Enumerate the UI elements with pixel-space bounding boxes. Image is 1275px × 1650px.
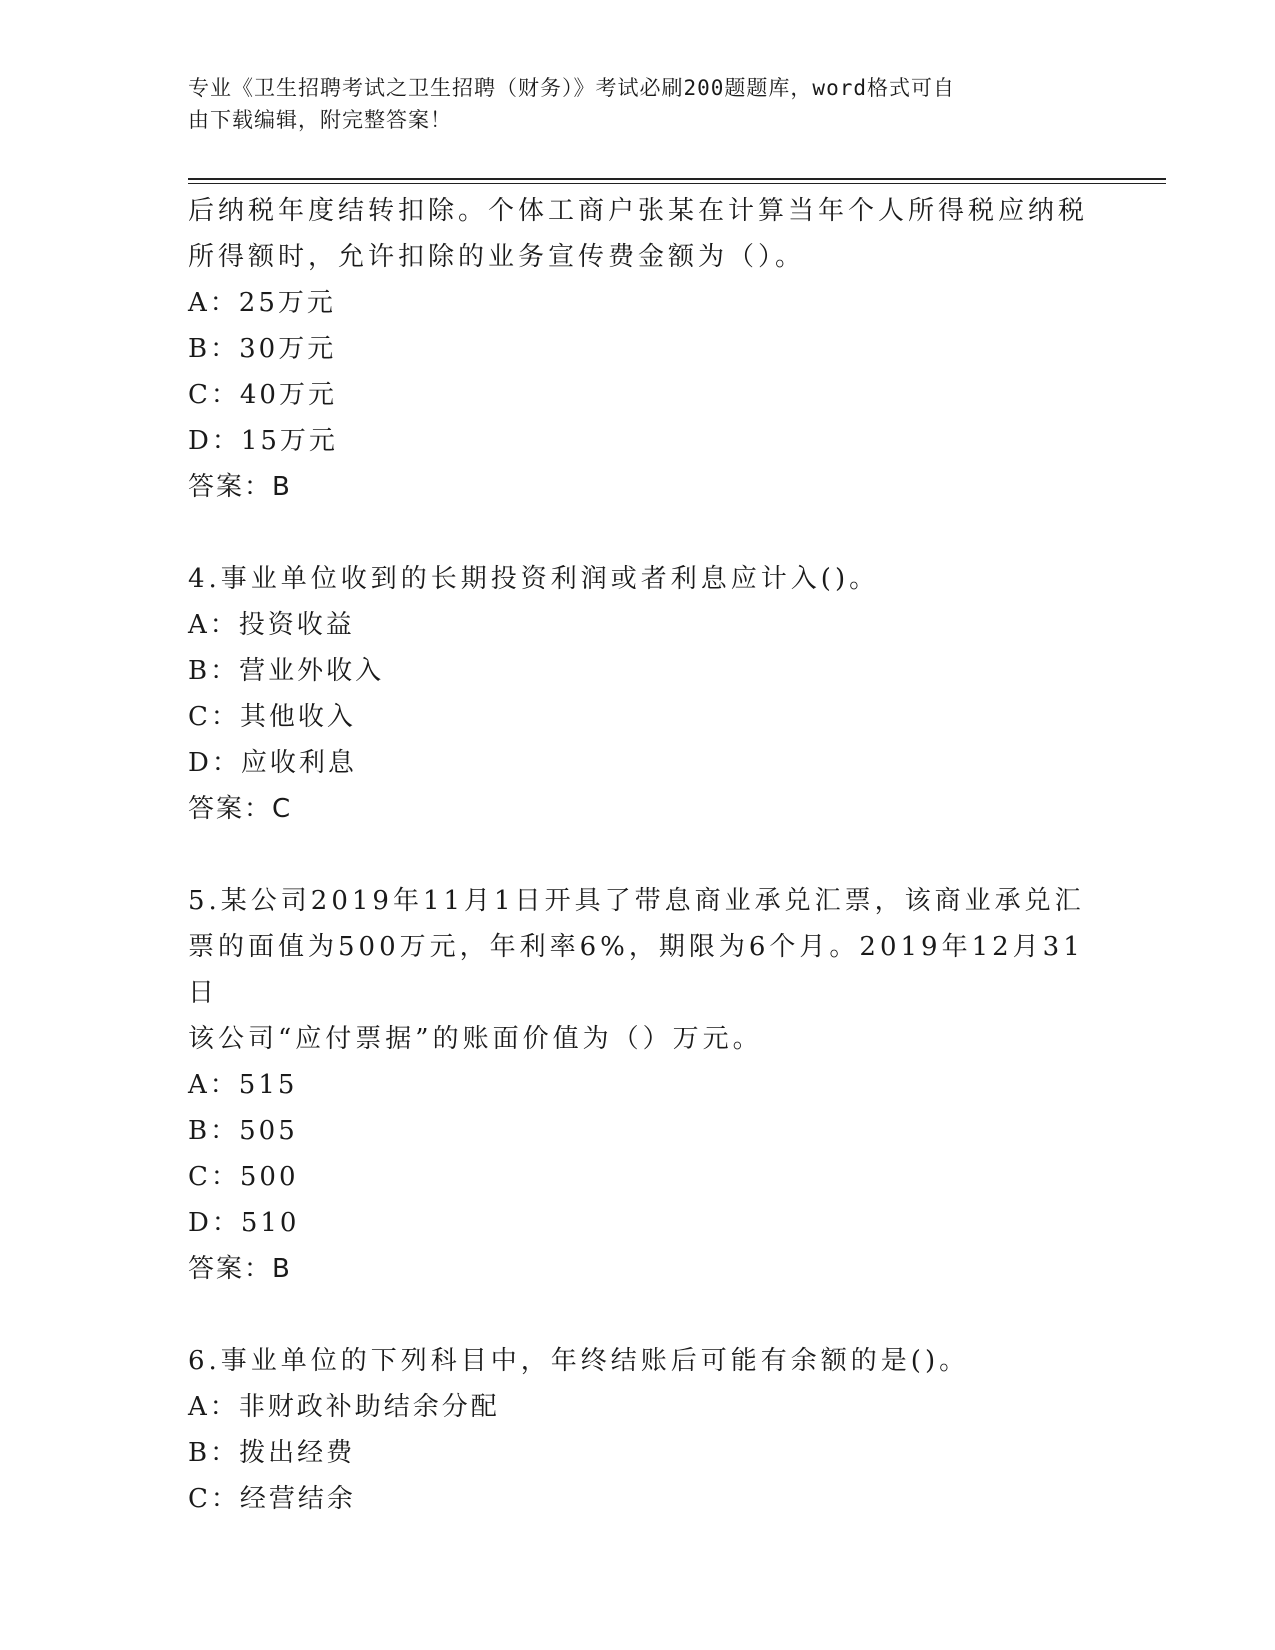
document-header: [188, 72, 1068, 136]
answer: 答案：B: [188, 472, 292, 502]
question-text-line: 后纳税年度结转扣除。个体工商户张某在计算当年个人所得税应纳税: [188, 196, 1089, 226]
answer: 答案：C: [188, 794, 293, 824]
question-5: [188, 878, 1108, 1292]
question-6: [188, 1338, 1108, 1522]
option-a: A：25万元: [188, 288, 336, 318]
question-text-line: 所得额时，允许扣除的业务宣传费金额为（）。: [188, 242, 806, 272]
option-b: B：30万元: [188, 334, 337, 364]
question-3: [188, 188, 1108, 510]
option-b: B：营业外收入: [188, 656, 385, 686]
option-c: C：经营结余: [188, 1484, 356, 1514]
option-d: D：510: [188, 1208, 300, 1238]
option-a: A：515: [188, 1070, 298, 1100]
option-a: A：投资收益: [188, 610, 355, 640]
question-4: [188, 556, 1108, 832]
option-b: B：505: [188, 1116, 298, 1146]
option-d: D：应收利息: [188, 748, 357, 778]
option-c: C：40万元: [188, 380, 337, 410]
option-a: A：非财政补助结余分配: [188, 1392, 500, 1422]
option-c: C：其他收入: [188, 702, 356, 732]
answer: 答案：B: [188, 1254, 292, 1284]
header-rule-thin: [188, 183, 1166, 184]
header-line-1: 专业《卫生招聘考试之卫生招聘（财务）》考试必刷200题题库，word格式可自: [188, 76, 955, 100]
header-rule-thick: [188, 178, 1166, 180]
question-text-line: 票的面值为500万元，年利率6%，期限为6个月。2019年12月31日: [188, 932, 1084, 1008]
option-b: B：拨出经费: [188, 1438, 356, 1468]
question-text-line: 5.某公司2019年11月1日开具了带息商业承兑汇票，该商业承兑汇: [188, 886, 1085, 916]
question-text-line: 该公司“应付票据”的账面价值为（）万元。: [188, 1024, 763, 1054]
header-line-2: 由下载编辑，附完整答案！: [188, 108, 452, 132]
question-list: [188, 188, 1108, 1568]
question-text-line: 6.事业单位的下列科目中，年终结账后可能有余额的是()。: [188, 1346, 970, 1376]
question-text-line: 4.事业单位收到的长期投资利润或者利息应计入()。: [188, 564, 880, 594]
option-c: C：500: [188, 1162, 299, 1192]
option-d: D：15万元: [188, 426, 338, 456]
